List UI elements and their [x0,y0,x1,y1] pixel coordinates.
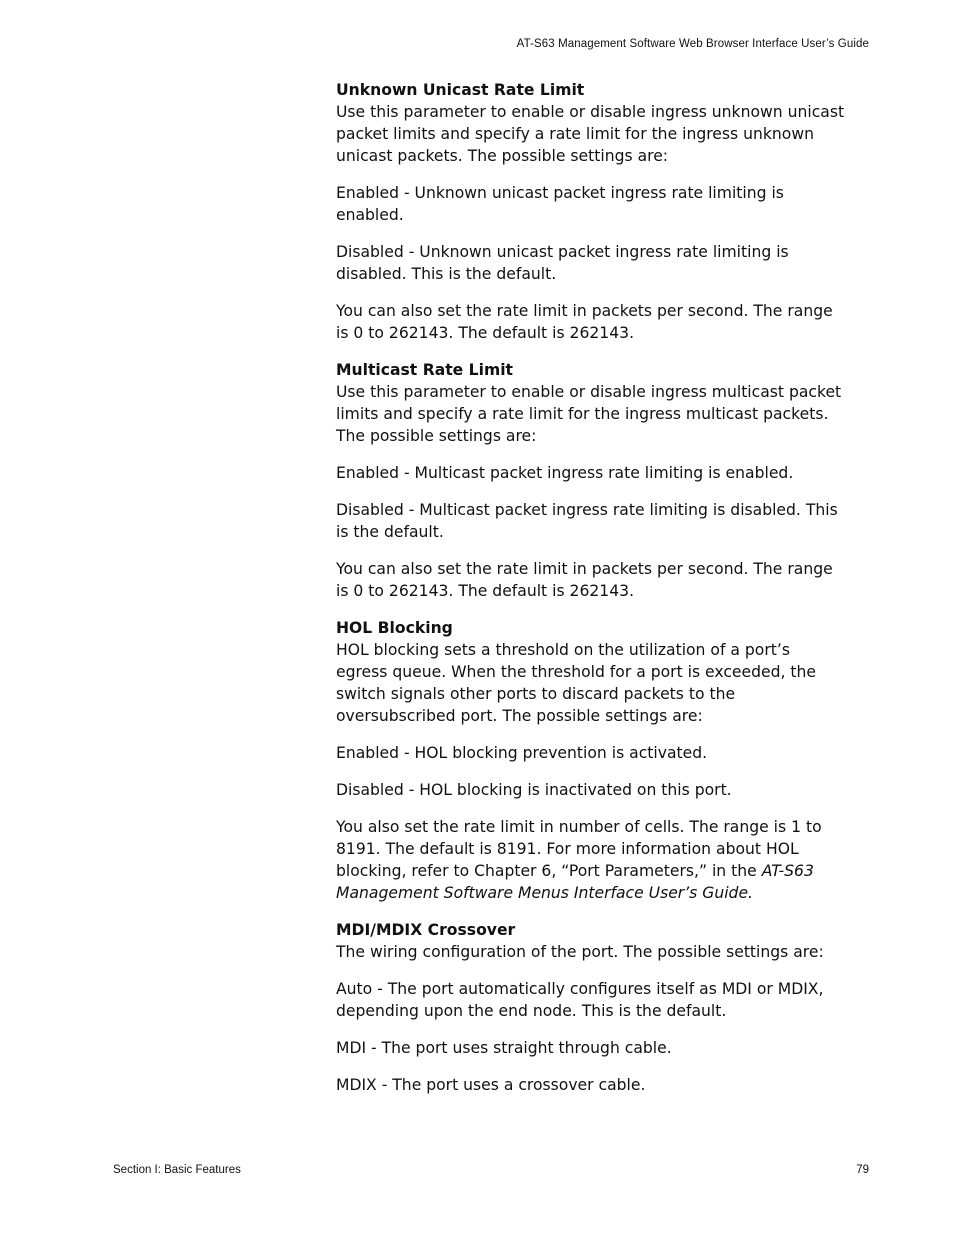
guide-reference: AT-S63 Management Software Menus Interface User’s Guide. [336,862,814,902]
page-content [336,79,846,1111]
section-heading: HOL Blocking [336,619,453,637]
range-note: You can also set the rate limit in packets per second. The range is 0 to 262143. The default is 262143. [336,560,833,600]
setting-enabled: Enabled - Multicast packet ingress rate limiting is enabled. [336,464,794,482]
section-intro: Use this parameter to enable or disable ingress unknown unicast packet limits and specify a rate limit for the ingress unknown unicast packets. The possible settings are: [336,103,845,165]
range-note-text: You also set the rate limit in number of cells. The range is 1 to 8191. The default is 8191. For more information about HOL blocking, refer to Chapter 6, “Port Parameters,” in the [336,818,822,880]
page-number: 79 [856,1164,869,1176]
multicast-rate-limit-section [336,359,846,602]
setting-auto: Auto - The port automatically configures itself as MDI or MDIX, depending upon the end node. This is the default. [336,980,824,1020]
footer-section-label: Section I: Basic Features [113,1164,241,1176]
section-intro: HOL blocking sets a threshold on the utilization of a port’s egress queue. When the threshold for a port is exceeded, the switch signals other ports to discard packets to the oversubscribed port. The possible settings are: [336,641,816,725]
section-heading: Multicast Rate Limit [336,361,514,379]
setting-mdix: MDIX - The port uses a crossover cable. [336,1076,646,1094]
section-heading: Unknown Unicast Rate Limit [336,81,585,99]
setting-disabled: Disabled - Multicast packet ingress rate limiting is disabled. This is the default. [336,501,838,541]
running-header: AT-S63 Management Software Web Browser Interface User’s Guide [516,38,869,50]
setting-mdi: MDI - The port uses straight through cable. [336,1039,672,1057]
setting-disabled: Disabled - HOL blocking is inactivated on this port. [336,781,732,799]
setting-disabled: Disabled - Unknown unicast packet ingress rate limiting is disabled. This is the default. [336,243,789,283]
range-note [336,816,846,904]
section-intro: Use this parameter to enable or disable ingress multicast packet limits and specify a rate limit for the ingress multicast packets. The possible settings are: [336,383,842,445]
section-intro: The wiring configuration of the port. The possible settings are: [336,943,824,961]
setting-enabled: Enabled - Unknown unicast packet ingress rate limiting is enabled. [336,184,784,224]
unicast-rate-limit-section [336,79,846,344]
mdi-mdix-section [336,919,846,1096]
section-heading: MDI/MDIX Crossover [336,921,516,939]
hol-blocking-section [336,617,846,904]
setting-enabled: Enabled - HOL blocking prevention is activated. [336,744,708,762]
range-note: You can also set the rate limit in packets per second. The range is 0 to 262143. The default is 262143. [336,302,833,342]
